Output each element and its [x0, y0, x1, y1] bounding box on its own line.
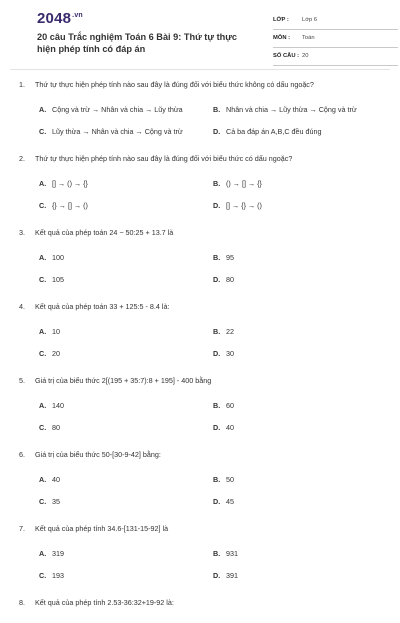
- answer-option[interactable]: [39, 571, 64, 580]
- meta-value: Lớp 6: [302, 17, 318, 23]
- answer-option[interactable]: [39, 127, 183, 136]
- question-item: [19, 597, 381, 623]
- option-letter: B.: [213, 179, 221, 188]
- option-letter: B.: [213, 549, 221, 558]
- answer-option[interactable]: [39, 401, 64, 410]
- option-text: 95: [226, 253, 234, 262]
- question-item: [19, 375, 381, 449]
- option-letter: A.: [39, 327, 47, 336]
- answer-options: [19, 179, 381, 227]
- option-letter: A.: [39, 179, 47, 188]
- question-item: [19, 449, 381, 523]
- question-list: [19, 79, 381, 623]
- answer-option[interactable]: [213, 349, 234, 358]
- meta-value: Toán: [302, 35, 315, 41]
- worksheet-meta: [273, 15, 398, 69]
- option-letter: C.: [39, 571, 47, 580]
- question-prompt: Giá trị của biểu thức 50-[30-9-42] bằng:: [35, 450, 161, 459]
- meta-label: LỚP :: [273, 17, 289, 23]
- question-prompt: Kết quả của phép toán 24 − 50:25 + 13.7 là: [35, 228, 174, 237]
- option-text: Cộng và trừ → Nhân và chia → Lũy thừa: [52, 105, 183, 114]
- option-letter: D.: [213, 571, 221, 580]
- option-text: 45: [226, 497, 234, 506]
- question-number: 6.: [19, 450, 25, 459]
- logo-suffix: .vn: [72, 12, 83, 19]
- question-item: [19, 227, 381, 301]
- answer-option[interactable]: [213, 253, 234, 262]
- answer-option[interactable]: [39, 179, 88, 188]
- option-text: 193: [52, 571, 64, 580]
- answer-options: [19, 105, 381, 153]
- option-text: 140: [52, 401, 64, 410]
- question-text: [19, 597, 381, 623]
- option-text: 931: [226, 549, 238, 558]
- answer-option[interactable]: [213, 105, 357, 114]
- answer-option[interactable]: [39, 475, 60, 484]
- option-letter: C.: [39, 423, 47, 432]
- question-text: [19, 375, 381, 401]
- option-text: 10: [52, 327, 60, 336]
- answer-option[interactable]: [213, 497, 234, 506]
- question-text: [19, 79, 381, 105]
- logo-main: 2048: [37, 10, 72, 27]
- question-item: [19, 79, 381, 153]
- answer-option[interactable]: [39, 253, 64, 262]
- header-divider: [10, 69, 390, 70]
- answer-option[interactable]: [213, 423, 234, 432]
- question-number: 7.: [19, 524, 25, 533]
- option-text: 319: [52, 549, 64, 558]
- option-text: () → [] → {}: [226, 179, 262, 188]
- option-letter: D.: [213, 349, 221, 358]
- question-text: [19, 227, 381, 253]
- question-number: 2.: [19, 154, 25, 163]
- option-letter: D.: [213, 275, 221, 284]
- question-number: 8.: [19, 598, 25, 607]
- option-letter: A.: [39, 475, 47, 484]
- answer-option[interactable]: [213, 201, 262, 210]
- answer-options: [19, 253, 381, 301]
- option-text: 30: [226, 349, 234, 358]
- option-text: [] → {} → (): [226, 201, 262, 210]
- option-letter: C.: [39, 127, 47, 136]
- option-text: 50: [226, 475, 234, 484]
- answer-option[interactable]: [39, 201, 88, 210]
- option-letter: C.: [39, 201, 47, 210]
- option-letter: D.: [213, 497, 221, 506]
- answer-option[interactable]: [39, 423, 60, 432]
- meta-row-question-count: [273, 51, 398, 66]
- option-text: Cả ba đáp án A,B,C đều đúng: [226, 127, 322, 136]
- answer-option[interactable]: [213, 475, 234, 484]
- answer-option[interactable]: [213, 275, 234, 284]
- question-prompt: Kết quả của phép toán 33 + 125:5 - 8.4 là:: [35, 302, 170, 311]
- question-text: [19, 449, 381, 475]
- option-text: 20: [52, 349, 60, 358]
- option-letter: A.: [39, 253, 47, 262]
- option-letter: B.: [213, 105, 221, 114]
- option-text: [] → () → {}: [52, 179, 88, 188]
- option-letter: B.: [213, 253, 221, 262]
- question-text: [19, 153, 381, 179]
- answer-option[interactable]: [213, 549, 238, 558]
- answer-option[interactable]: [39, 105, 183, 114]
- answer-option[interactable]: [39, 497, 60, 506]
- question-number: 5.: [19, 376, 25, 385]
- question-text: [19, 301, 381, 327]
- option-letter: B.: [213, 327, 221, 336]
- option-text: 40: [226, 423, 234, 432]
- answer-options: [19, 401, 381, 449]
- answer-options: [19, 327, 381, 375]
- answer-option[interactable]: [39, 349, 60, 358]
- meta-label: SỐ CÂU :: [273, 53, 300, 59]
- option-letter: A.: [39, 401, 47, 410]
- option-text: Nhân và chia → Lũy thừa → Cộng và trừ: [226, 105, 357, 114]
- meta-value: 20: [302, 53, 309, 59]
- answer-option[interactable]: [213, 327, 234, 336]
- answer-option[interactable]: [39, 327, 60, 336]
- option-text: 100: [52, 253, 64, 262]
- site-logo[interactable]: [37, 10, 83, 27]
- question-text: [19, 523, 381, 549]
- question-prompt: Thứ tự thực hiện phép tính nào sau đây là đúng đối với biểu thức có dấu ngoặc?: [35, 154, 293, 163]
- option-text: 40: [52, 475, 60, 484]
- worksheet-title: 20 câu Trắc nghiệm Toán 6 Bài 9: Thứ tự thực hiện phép tính có đáp án: [37, 32, 238, 54]
- option-text: 60: [226, 401, 234, 410]
- answer-options: [19, 549, 381, 597]
- answer-option[interactable]: [213, 127, 322, 136]
- question-item: [19, 523, 381, 597]
- option-letter: D.: [213, 127, 221, 136]
- question-number: 1.: [19, 80, 25, 89]
- question-number: 4.: [19, 302, 25, 311]
- option-text: 80: [52, 423, 60, 432]
- option-text: 80: [226, 275, 234, 284]
- answer-option[interactable]: [213, 571, 238, 580]
- option-letter: C.: [39, 349, 47, 358]
- question-prompt: Thứ tự thực hiện phép tính nào sau đây là đúng đối với biểu thức không có dấu ngoặc?: [35, 80, 314, 89]
- option-letter: B.: [213, 401, 221, 410]
- option-letter: B.: [213, 475, 221, 484]
- option-text: 22: [226, 327, 234, 336]
- question-prompt: Kết quả của phép tính 2.53-36:32+19-92 là:: [35, 598, 174, 607]
- option-letter: A.: [39, 549, 47, 558]
- option-text: {} → [] → (): [52, 201, 88, 210]
- option-text: 105: [52, 275, 64, 284]
- option-text: 35: [52, 497, 60, 506]
- option-letter: D.: [213, 201, 221, 210]
- question-prompt: Kết quả của phép tính 34.6-[131-15-92] là: [35, 524, 169, 533]
- option-letter: C.: [39, 275, 47, 284]
- answer-options: [19, 475, 381, 523]
- answer-option[interactable]: [213, 401, 234, 410]
- option-letter: C.: [39, 497, 47, 506]
- question-number: 3.: [19, 228, 25, 237]
- answer-option[interactable]: [213, 179, 262, 188]
- option-text: Lũy thừa → Nhân và chia → Cộng và trừ: [52, 127, 183, 136]
- meta-row-grade: [273, 15, 398, 30]
- question-item: [19, 301, 381, 375]
- option-letter: A.: [39, 105, 47, 114]
- meta-row-subject: [273, 33, 398, 48]
- answer-option[interactable]: [39, 549, 64, 558]
- option-letter: D.: [213, 423, 221, 432]
- question-prompt: Giá trị của biểu thức 2[(195 + 35:7):8 + 195] - 400 bằng: [35, 376, 212, 385]
- question-item: [19, 153, 381, 227]
- worksheet-header: [18, 0, 382, 66]
- option-text: 391: [226, 571, 238, 580]
- meta-label: MÔN :: [273, 35, 291, 41]
- answer-option[interactable]: [39, 275, 64, 284]
